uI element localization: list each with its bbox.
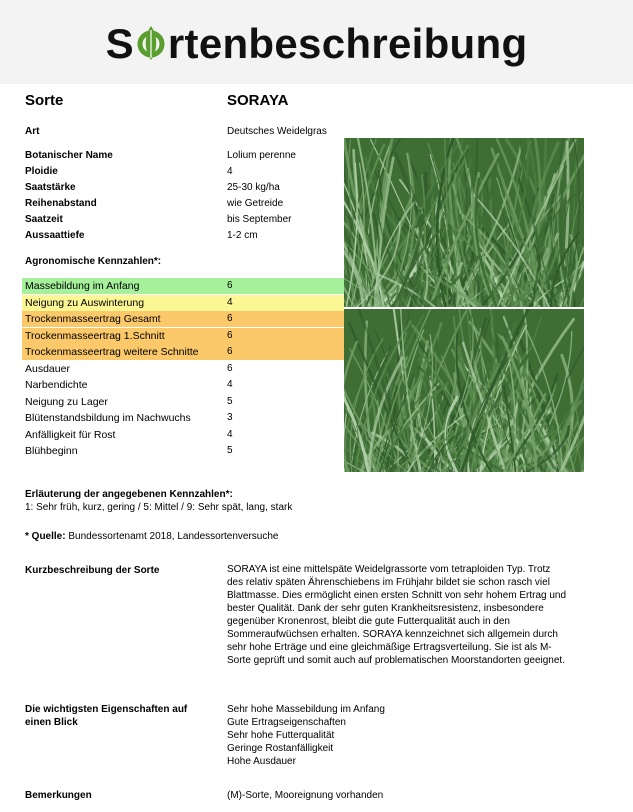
list-item: Sehr hohe Futterqualität	[227, 730, 335, 741]
agro-row-label: Massebildung im Anfang	[25, 280, 140, 292]
agro-row-label: Ausdauer	[25, 363, 70, 375]
saatzeit-value: bis September	[227, 214, 292, 225]
list-item: Sehr hohe Massebildung im Anfang	[227, 704, 385, 715]
agro-row-value: 4	[227, 379, 233, 390]
leaf-circle-logo-icon	[135, 18, 167, 58]
bemerkungen-label: Bemerkungen	[25, 790, 92, 801]
grass-photo-top	[344, 138, 584, 307]
agro-row-label: Neigung zu Lager	[25, 396, 108, 408]
agro-row-label: Neigung zu Auswinterung	[25, 297, 145, 309]
agro-row-value: 5	[227, 396, 233, 407]
list-item: Hohe Ausdauer	[227, 756, 296, 767]
art-value: Deutsches Weidelgras	[227, 126, 327, 137]
aussaattiefe-label: Aussaattiefe	[25, 230, 85, 241]
aussaattiefe-value: 1-2 cm	[227, 230, 258, 241]
agro-row-value: 5	[227, 445, 233, 456]
kurzbeschreibung-text: SORAYA ist eine mittelspäte Weidelgrassorte vom tetraploiden Typ. Trotz des relativ späten Ährenschiebens im Frühjahr bildet sie schon rasch viel Blattmasse. Dies ermöglicht einen ersten Schnitt von sehr hohem Ertrag und bester Qualität. Dank der sehr guten Krankheitsresistenz, insbesondere gegenüber Kronenrost, bleibt die gute Futterqualität auch in den Sommeraufwüchsen erhalten. SORAYA kennzeichnet sich allgemein durch sehr hohe Erträge und eine gleichmäßige Ertragsverteilung. Sie ist als M-Sorte geprüft und somit auch auf problematischen Moorstandorten geeignet.	[227, 564, 567, 666]
agro-row-label: Anfälligkeit für Rost	[25, 429, 116, 441]
grass-photo-icon	[344, 309, 584, 472]
agro-row-value: 6	[227, 346, 233, 357]
agro-row-label: Blütenstandsbildung im Nachwuchs	[25, 412, 191, 424]
botanischer-name-label: Botanischer Name	[25, 150, 113, 161]
title-start: S	[105, 20, 134, 67]
eigenschaften-label-line2: einen Blick	[25, 717, 78, 728]
reihenabstand-label: Reihenabstand	[25, 198, 97, 209]
art-label: Art	[25, 126, 40, 137]
legend-text: 1: Sehr früh, kurz, gering / 5: Mittel / 9: Sehr spät, lang, stark	[25, 502, 293, 513]
saatzeit-label: Saatzeit	[25, 214, 63, 225]
saatstaerke-label: Saatstärke	[25, 182, 76, 193]
agro-row-value: 6	[227, 330, 233, 341]
agro-row-value: 6	[227, 363, 233, 374]
page-title	[0, 14, 633, 74]
agro-row-value: 6	[227, 313, 233, 324]
list-item: Gute Ertragseigenschaften	[227, 717, 346, 728]
agro-row-value: 4	[227, 429, 233, 440]
agro-row-value: 6	[227, 280, 233, 291]
sorte-label: Sorte	[25, 92, 64, 109]
source-label: * Quelle:	[25, 531, 66, 542]
botanischer-name-value: Lolium perenne	[227, 150, 296, 161]
agro-row-label: Narbendichte	[25, 379, 88, 391]
agro-row-label: Trockenmasseertrag 1.Schnitt	[25, 330, 165, 342]
reihenabstand-value: wie Getreide	[227, 198, 284, 209]
saatstaerke-value: 25-30 kg/ha	[227, 182, 280, 193]
eigenschaften-label-line1: Die wichtigsten Eigenschaften auf	[25, 704, 188, 715]
bemerkungen-value: (M)-Sorte, Mooreignung vorhanden	[227, 790, 384, 801]
agro-row-label: Blühbeginn	[25, 445, 78, 457]
agro-row-label: Trockenmasseertrag weitere Schnitte	[25, 346, 199, 358]
source-line	[25, 531, 279, 542]
grass-photo-bottom	[344, 309, 584, 472]
kurzbeschreibung-label: Kurzbeschreibung der Sorte	[25, 565, 160, 576]
agro-row-label: Trockenmasseertrag Gesamt	[25, 313, 161, 325]
eigenschaften-list	[227, 703, 527, 768]
ploidie-label: Ploidie	[25, 166, 58, 177]
list-item: Geringe Rostanfälligkeit	[227, 743, 334, 754]
agro-row-value: 4	[227, 297, 233, 308]
title-rest: rtenbeschreibung	[167, 20, 528, 67]
source-text: Bundessortenamt 2018, Landessortenversuche	[68, 531, 279, 542]
legend-heading: Erläuterung der angegebenen Kennzahlen*:	[25, 489, 233, 500]
ploidie-value: 4	[227, 166, 233, 177]
sorte-value: SORAYA	[227, 92, 289, 109]
agro-row-value: 3	[227, 412, 233, 423]
agro-heading: Agronomische Kennzahlen*:	[25, 256, 162, 267]
eigenschaften-label	[25, 703, 187, 729]
grass-photo-icon	[344, 138, 584, 307]
